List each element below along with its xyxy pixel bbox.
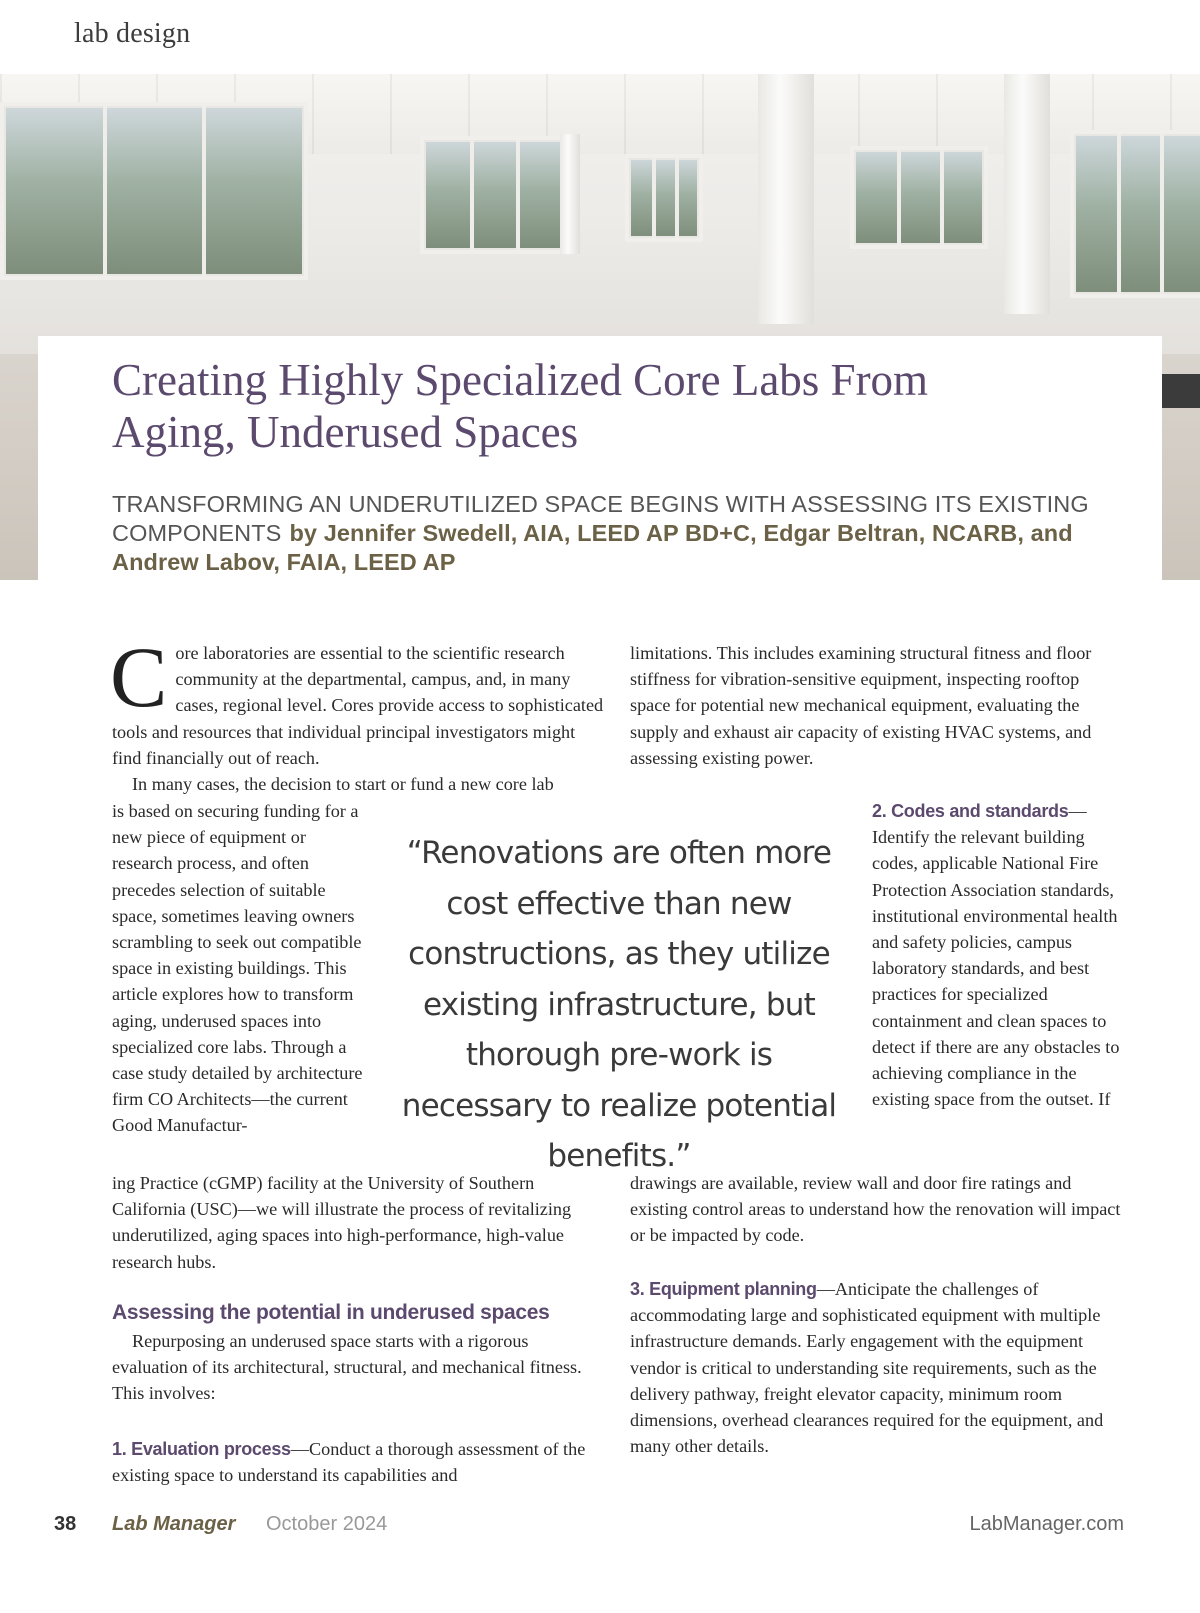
- para2-bottom: ing Practice (cGMP) facility at the University of Southern California (USC)—we will illustrate the process of revitalizing underutilized, aging spaces into high-performance, high-value research hubs.: [112, 1173, 572, 1272]
- hero-column: [1004, 74, 1050, 314]
- page-number: 38: [54, 1513, 77, 1535]
- item3-title: 3. Equipment planning: [630, 1279, 817, 1299]
- section-intro-text: Repurposing an underused space starts with a rigorous evaluation of its architectural, structural, and mechanical fitness. This involves:: [112, 1331, 582, 1404]
- intro-block: [110, 629, 606, 797]
- item2-title: 2. Codes and standards: [872, 801, 1069, 821]
- item3-text: —Anticipate the challenges of accommodating large and sophisticated equipment with multiple infrastructure demands. Early engagement with the equipment vendor is critical to understanding site requirements, such as the delivery pathway, freight elevator capacity, minimum room dimensions, overhead clearances required for the equipment, and many other details.: [630, 1279, 1104, 1457]
- item3-paragraph: [630, 1276, 1124, 1459]
- hero-window: [625, 154, 703, 242]
- para2-wrap: is based on securing funding for a new piece of equipment or research process, and often precedes selection of suitable space, sometimes leaving owners scrambling to seek out compatible space in existing buildings. This article explores how to transform aging, underused spaces into specialized core labs. Through a case study detailed by architecture firm CO Architects—the current Good Manufactur-: [112, 801, 363, 1136]
- hero-column: [560, 134, 580, 254]
- article-title: Creating Highly Specialized Core Labs From Aging, Underused Spaces: [112, 355, 929, 457]
- hero-window: [420, 136, 568, 254]
- byline: by Jennifer Swedell, AIA, LEED AP BD+C, Edgar Beltran, NCARB, and Andrew Labov, FAIA, LEED AP: [112, 520, 1073, 575]
- section-intro: [112, 1328, 606, 1407]
- item1-text: —Conduct a thorough assessment of the existing space to understand its capabilities and: [112, 1439, 586, 1486]
- item1: [112, 1436, 606, 1488]
- item2-continued: drawings are available, review wall and door fire ratings and existing control areas to understand how the renovation will impact or be impacted by code.: [630, 1173, 1121, 1246]
- hero-column: [758, 74, 814, 324]
- hero-window: [0, 102, 308, 280]
- item1-title: 1. Evaluation process: [112, 1439, 291, 1459]
- item1-continued: limitations. This includes examining structural fitness and floor stiffness for vibration-sensitive equipment, inspecting rooftop space for potential new mechanical equipment, evaluating the supply and exhaust air capacity of existing HVAC systems, and assessing existing power.: [630, 643, 1092, 768]
- website-link[interactable]: LabManager.com: [969, 1513, 1124, 1535]
- item1-paragraph: [112, 1436, 606, 1488]
- issue-date: October 2024: [266, 1513, 388, 1535]
- item3: [630, 1276, 1124, 1459]
- pull-quote: “Renovations are often more cost effective than new constructions, as they utilize existing infrastructure, but thorough pre-work is necessary to realize potential benefits.”: [401, 835, 837, 1174]
- section-heading: Assessing the potential in underused spaces: [112, 1301, 550, 1324]
- hero-window: [1070, 130, 1200, 298]
- item2-paragraph: [872, 798, 1124, 1112]
- section-label: lab design: [74, 18, 191, 49]
- item2-text: —Identify the relevant building codes, applicable National Fire Protection Association standards, institutional environmental health and safety policies, campus laboratory standards, and best practices for specialized containment and clean spaces to detect if there are any obstacles to achieving compliance in the existing space from the outset. If: [872, 801, 1120, 1110]
- drop-cap: C: [110, 629, 168, 725]
- item2: [872, 798, 1124, 1112]
- intro-text: ore laboratories are essential to the scientific research community at the departmental, campus, and, in many cases, regional level. Cores provide access to sophisticated tools and resources that individual principal investigators might find financially out of reach.: [112, 643, 604, 768]
- article-deck: [112, 490, 1132, 577]
- para2-top: In many cases, the decision to start or fund a new core lab: [132, 774, 554, 795]
- hero-window: [850, 146, 988, 249]
- deck-text: TRANSFORMING AN UNDERUTILIZED SPACE BEGINS WITH ASSESSING ITS EXISTING COMPONENTS: [112, 491, 1089, 546]
- magazine-name: Lab Manager: [112, 1513, 236, 1535]
- intro-paragraph: [110, 629, 606, 771]
